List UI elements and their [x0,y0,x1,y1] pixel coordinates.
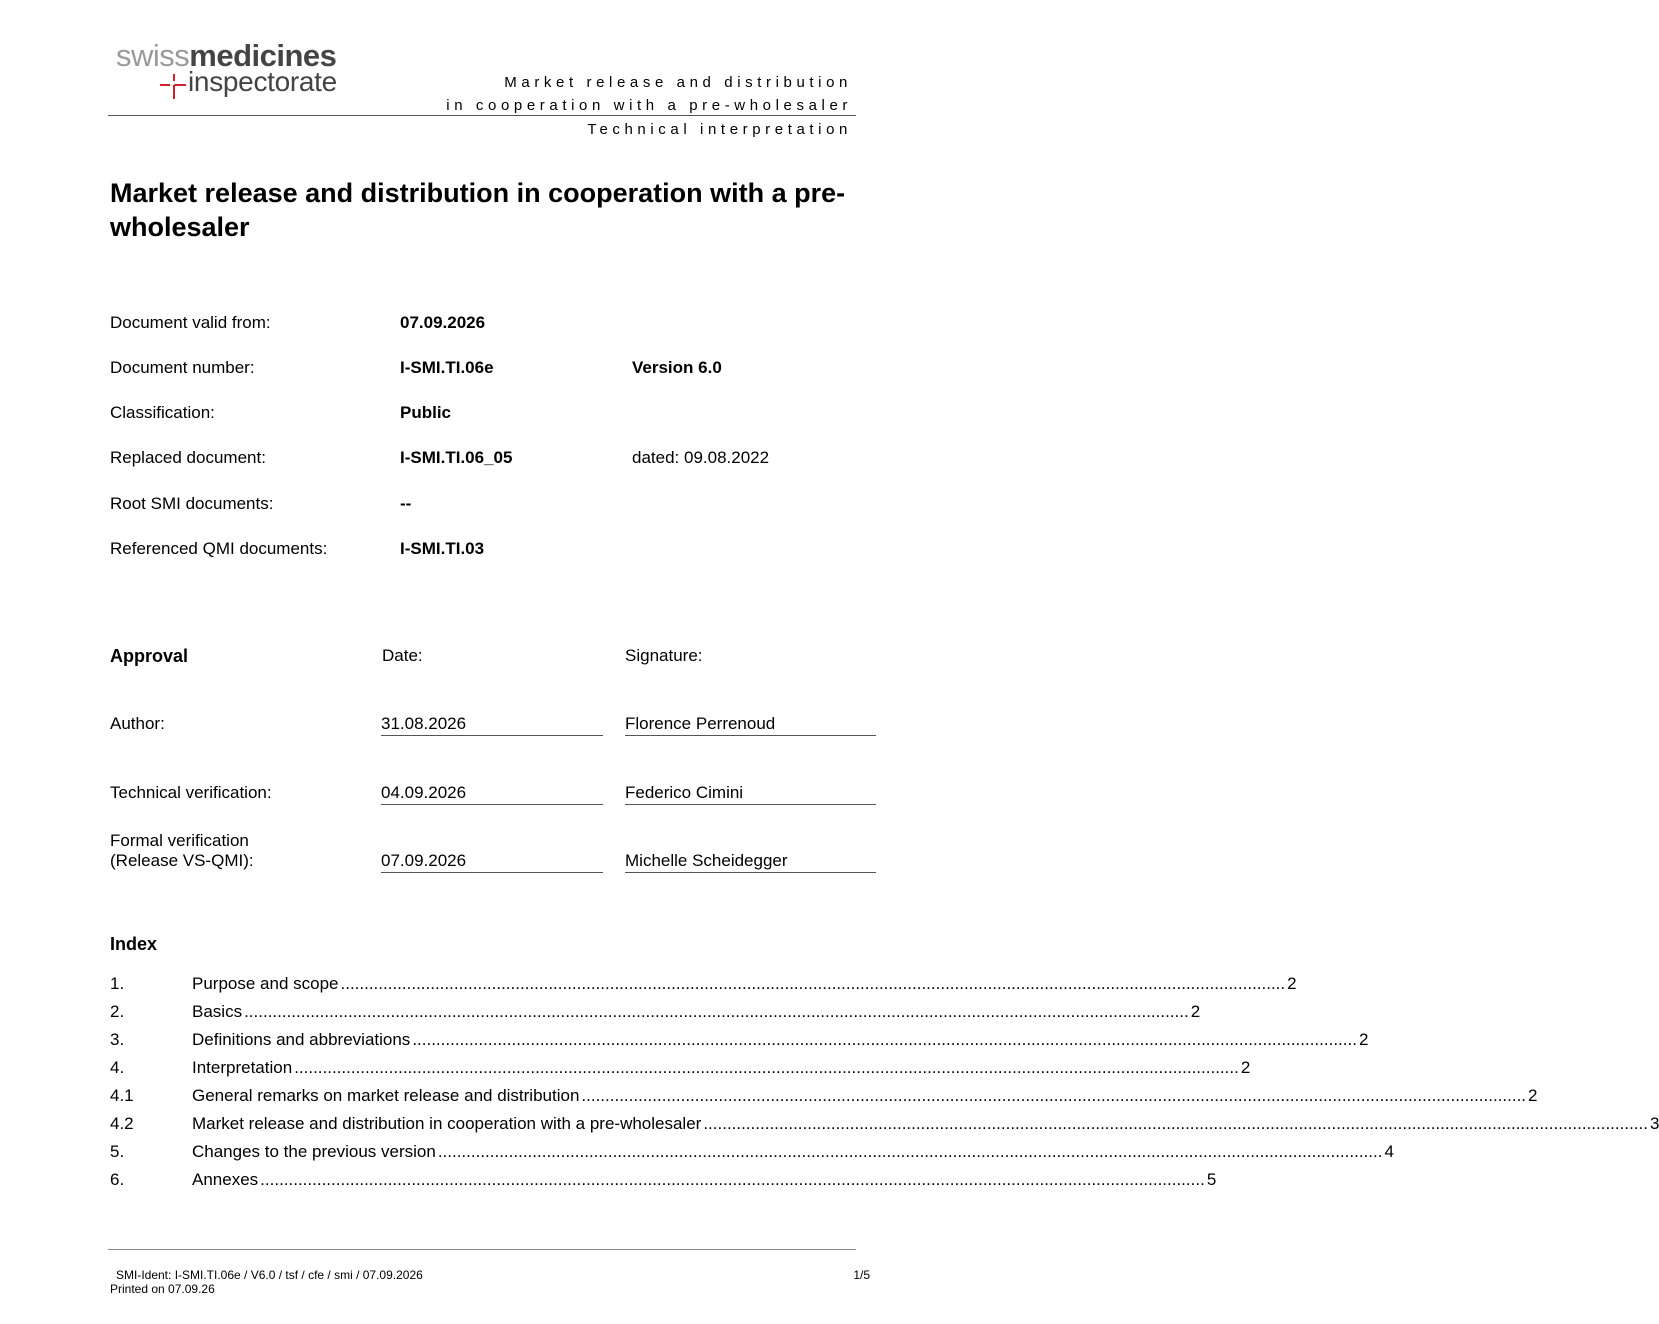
header-line-1: Market release and distribution [504,74,852,91]
toc-number: 2. [110,1002,125,1021]
toc-page: 2 [1287,974,1297,993]
header-line-3: Technical interpretation [587,121,852,138]
classification-value: Public [400,403,452,422]
swiss-cross-icon [160,72,190,100]
logo-swiss-text: swiss [116,38,190,73]
toc-leader: ........................................................................................................................................................................................................ [340,974,1286,993]
toc-page: 5 [1206,1170,1217,1189]
toc-title: Annexes [192,1170,259,1189]
formal-verification-date: 07.09.2026 [381,851,603,873]
toc-number: 1. [110,974,125,993]
toc-entry[interactable] [110,974,1297,994]
toc-leader: ........................................................................................................................................................................................................ [412,1030,1357,1049]
technical-verification-label: Technical verification: [110,783,272,802]
toc-number: 3. [110,1030,125,1049]
swissmedic-logo [116,40,356,102]
technical-verification-signature: Federico Cimini [625,783,876,805]
toc-entry[interactable] [110,1030,1369,1050]
toc-title: Changes to the previous version [192,1142,436,1161]
toc-number: 4. [110,1058,125,1077]
toc-leader: ........................................................................................................................................................................................................ [260,1170,1205,1189]
classification-label: Classification: [110,403,215,422]
root-documents-value: -- [400,494,412,513]
toc-page: 2 [1240,1058,1251,1077]
footer-smi-ident: SMI-Ident: I-SMI.TI.06e / V6.0 / tsf / cfe / smi / 07.09.2026 [116,1268,423,1282]
author-label: Author: [110,714,165,733]
toc-title: Interpretation [192,1058,293,1077]
toc-entry[interactable] [110,1170,1217,1190]
index-heading: Index [110,934,158,954]
toc-leader: ........................................................................................................................................................................................................ [581,1086,1527,1105]
toc-page: 3 [1649,1114,1659,1133]
toc-entry[interactable] [110,1058,1251,1078]
toc-page: 2 [1528,1086,1538,1105]
toc-page: 2 [1358,1030,1369,1049]
toc-page: 2 [1190,1002,1201,1021]
approval-signature-header: Signature: [625,646,703,665]
footer-divider [108,1249,856,1250]
referenced-documents-label: Referenced QMI documents: [110,539,328,558]
document-number-label: Document number: [110,358,255,377]
version-value: Version 6.0 [632,358,722,377]
toc-number: 6. [110,1170,125,1189]
toc-number: 4.2 [110,1114,134,1133]
toc-entry[interactable] [110,1114,1659,1134]
toc-title: Market release and distribution in cooperation with a pre-wholesaler [192,1114,702,1133]
document-title: Market release and distribution in cooperation with a pre-wholesaler [110,178,846,242]
valid-from-value: 07.09.2026 [400,313,486,332]
header-divider [108,115,856,116]
formal-verification-signature: Michelle Scheidegger [625,851,876,873]
logo-medicines-text: medicines [189,38,337,73]
footer-printed-date: Printed on 07.09.26 [110,1282,215,1296]
toc-number: 5. [110,1142,125,1161]
toc-entry[interactable] [110,1142,1394,1162]
formal-verification-sublabel: (Release VS-QMI): [110,851,254,870]
technical-verification-date: 04.09.2026 [381,783,603,805]
toc-entry[interactable] [110,1002,1201,1022]
toc-title: Purpose and scope [192,974,339,993]
toc-number: 4.1 [110,1086,134,1105]
toc-leader: ........................................................................................................................................................................................................ [437,1142,1383,1161]
header-line-2: in cooperation with a pre-wholesaler [446,97,852,114]
toc-leader: ........................................................................................................................................................................................................ [244,1002,1189,1021]
replaced-document-label: Replaced document: [110,448,266,467]
toc-entry[interactable] [110,1086,1538,1106]
toc-page: 4 [1384,1142,1394,1161]
document-number-value: I-SMI.TI.06e [400,358,494,377]
approval-heading: Approval [110,646,189,666]
replaced-document-value: I-SMI.TI.06_05 [400,448,513,467]
logo-wordmark-bottom [116,66,356,102]
referenced-documents-value: I-SMI.TI.03 [400,539,485,558]
approval-date-header: Date: [382,646,423,665]
author-date: 31.08.2026 [381,714,603,736]
toc-title: Definitions and abbreviations [192,1030,411,1049]
root-documents-label: Root SMI documents: [110,494,274,513]
toc-leader: ........................................................................................................................................................................................................ [703,1114,1648,1133]
valid-from-label: Document valid from: [110,313,271,332]
author-signature: Florence Perrenoud [625,714,876,736]
toc-leader: ........................................................................................................................................................................................................ [294,1058,1239,1077]
toc-title: Basics [192,1002,243,1021]
formal-verification-label: Formal verification [110,831,249,850]
footer-page-number: 1/5 [853,1268,870,1282]
replaced-document-date: dated: 09.08.2022 [632,448,770,467]
logo-inspectorate-text: inspectorate [188,66,337,97]
toc-title: General remarks on market release and distribution [192,1086,580,1105]
